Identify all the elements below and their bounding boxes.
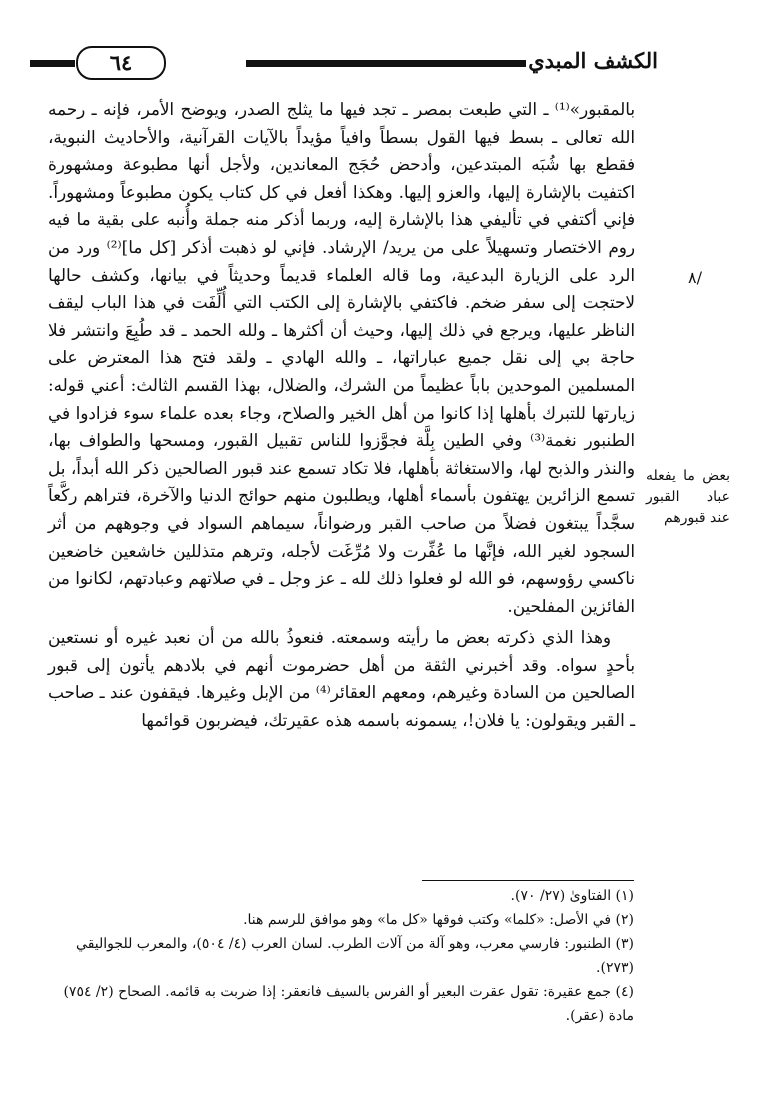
header-rule-bar xyxy=(246,60,526,67)
footnote-separator xyxy=(422,880,634,881)
page-number: ٦٤ xyxy=(76,46,166,80)
running-title: الكشف المبدي xyxy=(528,48,658,73)
margin-note: بعض ما يفعله عباد القبور عند قبورهم xyxy=(646,468,730,526)
body-paragraph-1: بالمقبور»⁽¹⁾ ـ التي طبعت بمصر ـ تجد فيها ما يثلج الصدر، ويوضح الأمر، فإنه ـ رحمه الله تعالى ـ بسط فيها القول بسطاً وافياً مؤيداً بالآيات القرآنية، والأحاديث النبوية، فقطع بها شُبَه المبتدعين، وأدحض حُجَج المعاندين، ولأجل أنها مطبوعة ومشهورة اكتفيت بالإشارة إليها، والعزو إليها. وهكذا أفعل في كل كتاب يكون مطبوعاً ومشهوراً. فإني أكتفي في تأليفي هذا بالإشارة إليه، وربما أذكر منه جملة وأُنبه على بقية ما فيه روم الاختصار وتسهيلاً على من يريد/ الإرشاد. فإني لو ذهبت أذكر [كل ما]⁽²⁾ ورد من الرد على الزيارة البدعية، وما قاله العلماء قديماً وحديثاً في بيانها، وكشف حالها لاحتجت إلى سفر ضخم. فاكتفي بالإشارة إلى الكتب التي أُلِّفَت في هذا الباب ليقف الناظر عليها، ويرجع في ذلك إليها، وحيث أن أكثرها ـ ولله الحمد ـ قد طُبِعَ وانتشر فلا حاجة بي إلى نقل جميع عباراتها، ـ والله الهادي ـ ولقد فتح هذا المعترض على المسلمين الموحدين باباً عظيماً من الشرك، والضلال، بهذا القسم الثالث: أعني قوله: زيارتها للتبرك بأهلها إذا كانوا من أهل الخير والصلاح، وجاء بعده علماء سوء فزادوا في الطنبور نغمة⁽³⁾ وفي الطين بِلَّة فجوَّزوا للناس تقبيل القبور، ومسحها والطواف بها، والنذر والذبح لها، والاستغاثة بأهلها، فلا تكاد تسمع عند قبور الصالحين ذكر الله أبداً، بل تسمع الزائرين يهتفون بأسماء أهلها، ويطلبون منهم حوائج الدنيا والآخرة، فتراهم ركَّعاً سجَّداً يبتغون فضلاً من صاحب القبر ورضواناً، سيماهم السواد في وجوههم من أثر السجود لغير الله، فإنَّها ما عُفِّرت ولا مُرِّغَت لأجله، وترهم متذللين خاشعين خاضعين ناكسي رؤوسهم، فو الله لو فعلوا ذلك لله ـ عز وجل ـ في صلاتهم وعبادتهم، لكانوا من الفائزين المفلحين. xyxy=(48,99,635,616)
footnote-2: (٢) في الأصل: «كلما» وكتب فوقها «كل ما» وهو موافق للرسم هنا. xyxy=(243,912,634,928)
page-header xyxy=(28,46,658,86)
footnote-4: (٤) جمع عقيرة: تقول عقرت البعير أو الفرس بالسيف فانعقر: إذا ضربت به قائمه. الصحاح (٢/ ٧٥٤) مادة (عقر). xyxy=(63,984,634,1024)
footnotes xyxy=(52,884,634,1028)
margin-page-marker: ٨/ xyxy=(688,268,702,287)
header-rule-bar-left xyxy=(30,60,75,67)
main-text xyxy=(48,96,635,735)
footnote-3: (٣) الطنبور: فارسي معرب، وهو آلة من آلات الطرب. لسان العرب (٤/ ٥٠٤)، والمعرب للجواليقي (٢٧٣). xyxy=(76,936,634,976)
footnote-1: (١) الفتاوىٰ (٢٧/ ٧٠). xyxy=(510,888,634,904)
body-paragraph-2: وهذا الذي ذكرته بعض ما رأيته وسمعته. فنعوذُ بالله من أن نعبد غيره أو نستعين بأحدٍ سواه. وقد أخبرني الثقة من أهل حضرموت أنهم في بلادهم يأتون إلى قبور الصالحين من السادة وغيرهم، ومعهم العقائر⁽⁴⁾ من الإبل وغيرها. فيقفون عند ـ صاحب ـ القبر ويقولون: يا فلان!، يسمونه باسمه هذه عقيرتك، فيضربون قوائمها xyxy=(48,627,635,731)
